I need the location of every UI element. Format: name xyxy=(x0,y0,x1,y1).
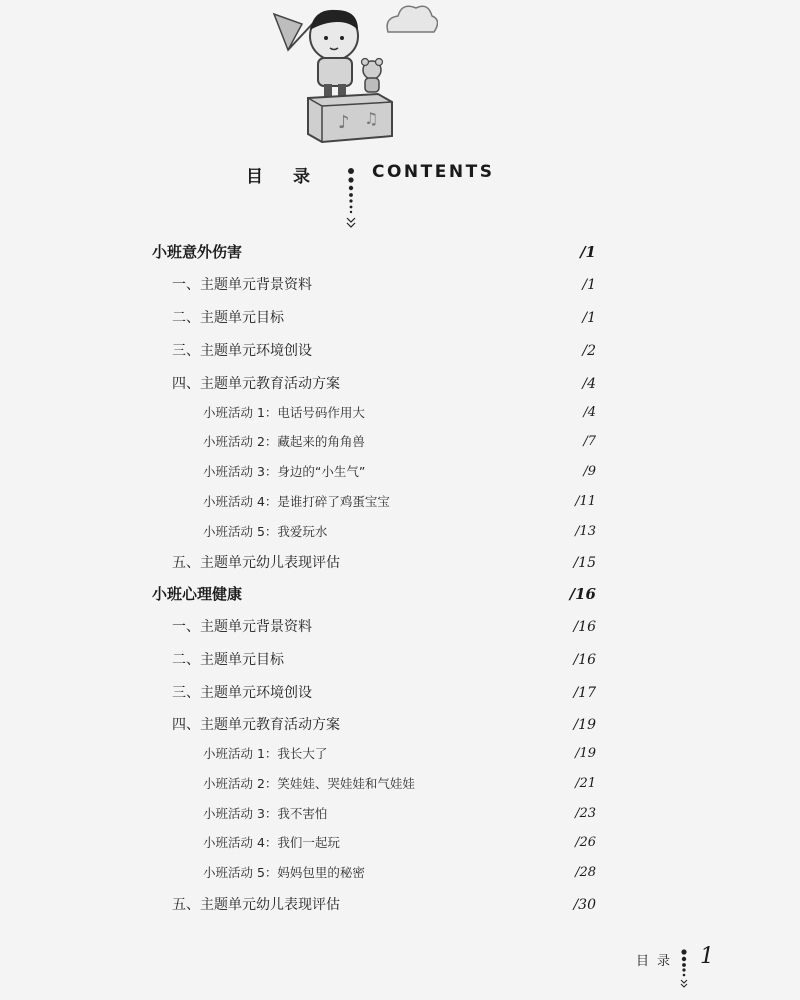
toc-activity-entry[interactable] xyxy=(0,401,800,425)
toc-title-en: CONTENTS xyxy=(372,162,495,182)
toc-activity-entry[interactable] xyxy=(0,802,800,826)
toc-entry-page: /9 xyxy=(583,464,596,479)
toc-subsection-entry[interactable] xyxy=(0,615,800,639)
toc-entry-label: 小班活动 3：我不害怕 xyxy=(203,806,328,821)
toc-entry-label: 小班活动 1：我长大了 xyxy=(203,746,328,761)
toc-entry-label: 小班活动 1：电话号码作用大 xyxy=(203,405,365,420)
toc-entry-page: /21 xyxy=(575,776,596,791)
toc-entry-page: /11 xyxy=(575,494,596,509)
toc-entry-page: /13 xyxy=(575,524,596,539)
toc-section-entry[interactable] xyxy=(0,240,800,264)
toc-activity-entry[interactable] xyxy=(0,430,800,454)
toc-subsection-entry[interactable] xyxy=(0,372,800,396)
toc-entry-label: 小班活动 4：是谁打碎了鸡蛋宝宝 xyxy=(203,494,390,509)
toc-entry-page: /28 xyxy=(575,865,596,880)
toc-entry-label: 五、主题单元幼儿表现评估 xyxy=(172,897,340,913)
toc-entry-page: /7 xyxy=(583,434,596,449)
toc-entry-label: 三、主题单元环境创设 xyxy=(172,343,312,359)
toc-subsection-entry[interactable] xyxy=(0,893,800,917)
toc-activity-entry[interactable] xyxy=(0,861,800,885)
toc-entry-page: /4 xyxy=(583,405,596,420)
toc-entry-page: /26 xyxy=(575,835,596,850)
toc-subsection-entry[interactable] xyxy=(0,551,800,575)
toc-entry-label: 小班活动 4：我们一起玩 xyxy=(203,835,340,850)
toc-activity-entry[interactable] xyxy=(0,490,800,514)
toc-entry-label: 三、主题单元环境创设 xyxy=(172,685,312,701)
toc-entry-label: 一、主题单元背景资料 xyxy=(172,277,312,293)
toc-entry-page: /23 xyxy=(575,806,596,821)
toc-entry-label: 小班活动 2：藏起来的角角兽 xyxy=(203,434,365,449)
toc-entry-label: 二、主题单元目标 xyxy=(172,652,284,668)
toc-subsection-entry[interactable] xyxy=(0,339,800,363)
toc-entry-page: /19 xyxy=(573,717,596,733)
toc-entry-page: /4 xyxy=(582,376,596,392)
toc-title-cn: 目录 xyxy=(246,167,340,187)
toc-entry-page: /2 xyxy=(582,343,596,359)
toc-entry-label: 小班活动 3：身边的“小生气” xyxy=(203,464,366,479)
toc-entry-page: /30 xyxy=(573,897,596,913)
toc-entry-label: 四、主题单元教育活动方案 xyxy=(172,717,340,733)
toc-entry-label: 小班活动 5：妈妈包里的秘密 xyxy=(203,865,365,880)
toc-entry-label: 小班活动 5：我爱玩水 xyxy=(203,524,328,539)
toc-entry-label: 一、主题单元背景资料 xyxy=(172,619,312,635)
toc-entry-page: /1 xyxy=(582,310,596,326)
vertical-dots-chevron-icon xyxy=(678,948,690,992)
toc-section-entry[interactable] xyxy=(0,582,800,606)
page-number: 1 xyxy=(700,944,714,969)
toc-entry-page: /1 xyxy=(580,243,596,261)
toc-entry-label: 二、主题单元目标 xyxy=(172,310,284,326)
svg-text:♫: ♫ xyxy=(364,109,379,128)
toc-activity-entry[interactable] xyxy=(0,742,800,766)
toc-entry-page: /16 xyxy=(573,652,596,668)
toc-entry-label: 小班活动 2：笑娃娃、哭娃娃和气娃娃 xyxy=(203,776,415,791)
toc-entry-label: 四、主题单元教育活动方案 xyxy=(172,376,340,392)
toc-subsection-entry[interactable] xyxy=(0,273,800,297)
toc-entry-label: 小班意外伤害 xyxy=(152,243,243,261)
toc-entry-page: /19 xyxy=(575,746,596,761)
toc-subsection-entry[interactable] xyxy=(0,713,800,737)
page-footer xyxy=(636,944,726,988)
toc-entry-page: /17 xyxy=(573,685,596,701)
toc-entry-page: /1 xyxy=(582,277,596,293)
footer-label: 目录 xyxy=(636,954,679,969)
toc-entry-label: 小班心理健康 xyxy=(152,585,243,603)
toc-activity-entry[interactable] xyxy=(0,831,800,855)
toc-subsection-entry[interactable] xyxy=(0,648,800,672)
toc-entry-label: 五、主题单元幼儿表现评估 xyxy=(172,555,340,571)
toc-activity-entry[interactable] xyxy=(0,520,800,544)
toc-activity-entry[interactable] xyxy=(0,772,800,796)
toc-subsection-entry[interactable] xyxy=(0,681,800,705)
toc-entry-page: /15 xyxy=(573,555,596,571)
toc-entry-page: /16 xyxy=(573,619,596,635)
toc-subsection-entry[interactable] xyxy=(0,306,800,330)
svg-text:♪: ♪ xyxy=(338,112,350,133)
toc-activity-entry[interactable] xyxy=(0,460,800,484)
toc-entry-page: /16 xyxy=(569,585,596,603)
